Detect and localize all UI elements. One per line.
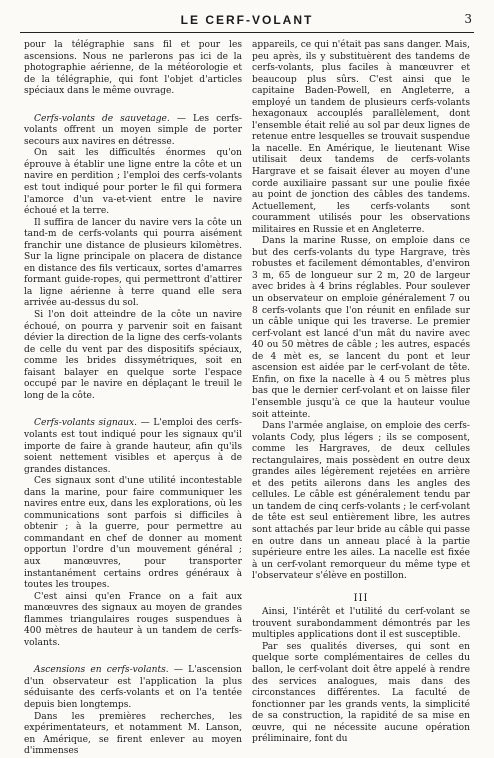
paragraph <box>24 418 242 476</box>
paragraph <box>24 114 242 149</box>
paragraph <box>24 712 242 758</box>
paragraph-rubric: Cerfs-volants signaux. <box>34 418 138 429</box>
paragraph-text: Si l'on doit atteindre de la côte un navire échoué, on pourra y parvenir soit en faisant dévier la direction de la ligne des cerfs-volants de celle du vent par des dispositifs spéciaux, comme les brides dissymétriques, soit en faisant balayer en quelque sorte l'espace occupé par le navire en déplaçant le treuil le long de la côte. <box>24 310 242 401</box>
paragraph-text: Par ses qualités diverses, qui sont en quelque sorte complémentaires de celles du ballon, le cerf-volant doit être appelé à rendre des services analogues, mais dans des circonstances différentes. La faculté de fonctionner par les grands vents, la simplicité de sa construction, la rapidité de sa mise en œuvre, qui ne nécessite aucune opération préliminaire, font du <box>252 641 470 745</box>
paragraph-text: C'est ainsi qu'en France on a fait aux manœuvres des signaux au moyen de grandes flammes triangulaires rouges suspendues à 400 mètres de hauteur à un tandem de cerfs-volants. <box>24 591 242 648</box>
page-header <box>20 10 474 33</box>
paragraph <box>252 421 470 583</box>
paragraph <box>252 607 470 642</box>
paragraph-text: Dans les premières recherches, les expérimentateurs, et notamment M. Lanson, en Amérique, se firent enlever au moyen d'immenses <box>24 711 242 757</box>
paragraph <box>24 476 242 591</box>
paragraph <box>24 218 242 310</box>
paragraph <box>24 310 242 402</box>
paragraph-text: Ces signaux sont d'une utilité incontestable dans la marine, pour faire communiquer les navires entre eux, dans les explorations, où les communications sont parfois si difficiles à obtenir ; à la guerre, pour permettre au commandant en chef de donner au moment opportun l'ordre d'un mouvement général ; aux manœuvres, pour transporter instantanément certains ordres généraux à toutes les troupes. <box>24 476 242 591</box>
paragraph-text: Dans la marine Russe, on emploie dans ce but des cerfs-volants du type Hargrave, très robustes et facilement démontables, d'environ 3 m, 65 de longueur sur 2 m, 20 de largeur avec brides à 4 brins réglables. Pour soulever un observateur on emploie généralement 7 ou 8 cerfs-volants que l'on réunit en enfilade sur un câble unique qui les traverse. Le premier cerf-volant est lancé d'un mât du navire avec 40 ou 50 mètres de câble ; les autres, espacés de 4 mèt es, se lancent du pont et leur ascension est aidée par le cerf-volant de tête. Enfin, on fixe la nacelle à 4 ou 5 mètres plus bas que le dernier cerf-volant et on laisse filer l'ensemble jusqu'à ce que la hauteur voulue soit atteinte. <box>252 236 470 420</box>
paragraph <box>252 236 470 421</box>
running-title: LE CERF-VOLANT <box>180 13 314 27</box>
paragraph <box>24 148 242 217</box>
paragraph <box>24 665 242 711</box>
paragraph-text: appareils, ce qui n'était pas sans danger. Mais, peu après, ils y substituèrent des tandems de cerfs-volants, plus faciles à manœuvrer et beaucoup plus sûrs. C'est ainsi que le capitaine Baden-Powell, en Angleterre, a employé un tandem de plusieurs cerfs-volants hexagonaux accouplés parallèlement, dont l'ensemble était relié au sol par deux lignes de retenue entre lesquelles se trouvait suspendue la nacelle. En Amérique, le lieutenant Wise utilisait deux tandems de cerfs-volants Hargrave et se faisait élever au moyen d'une corde auxiliaire passant sur une poulie fixée au point de jonction des câbles des tandems. Actuellement, les cerfs-volants sont couramment utilisés pour les observations militaires en Russie et en Angleterre. <box>252 40 470 235</box>
paragraph-text: On sait les difficultés énormes qu'on éprouve à établir une ligne entre la côte et un navire en perdition ; l'emploi des cerfs-volants est tout indiqué pour porter le fil qui formera l'amorce d'un va-et-vient entre le navire échoué et la terre. <box>24 148 242 217</box>
paragraph-text: Ainsi, l'intérêt et l'utilité du cerf-volant se trouvent surabondamment démontrés par les multiples applications dont il est susceptible. <box>252 607 470 641</box>
paragraph-text: Il suffira de lancer du navire vers la côte un tand-m de cerfs-volants qui pourra aisément franchir une distance de plusieurs kilomètres. Sur la ligne principale on placera de distance en distance des fils verticaux, sortes d'amarres formant guide-ropes, qui permettront d'attirer la ligne aérienne à terre quand elle sera arrivée au-dessus du sol. <box>24 217 242 309</box>
paragraph-text: — L'ascension d'un observateur est l'application la plus séduisante des cerfs-volants et on l'a tentée depuis bien longtemps. <box>24 665 242 710</box>
left-column <box>24 40 243 757</box>
paragraph <box>24 40 242 98</box>
paragraph <box>252 40 470 236</box>
paragraph-text: — Les cerfs-volants offrent un moyen simple de porter secours aux navires en détresse. <box>24 113 243 147</box>
paragraph-text: Dans l'armée anglaise, on emploie des cerfs-volants Cody, plus légers ; ils se composent, comme les Hargraves, de deux cellules rectangulaires, mais possèdent en outre deux grandes ailes légèrement rejetées en arrière et des petits ailerons dans les angles des cellules. Le câble est généralement tendu par un tandem de cinq cerfs-volants ; le cerf-volant de tête est seul entièrement libre, les autres sont attachés par leur bride au câble qui passe en outre dans un anneau placé à la partie supérieure entre les ailes. La nacelle est fixée à un cerf-volant remorqueur du même type et l'observateur s'élève en postillon. <box>252 421 470 582</box>
paragraph <box>24 592 242 650</box>
paragraph-rubric: Ascensions en cerfs-volants. <box>34 665 169 676</box>
page-number: 3 <box>464 12 472 26</box>
paragraph-text: pour la télégraphie sans fil et pour les ascensions. Nous ne parlerons pas ici de la photographie aérienne, de la météorologie et de la télégraphie, qui font l'objet d'articles spéciaux dans le même ouvrage. <box>24 40 242 97</box>
paragraph <box>252 642 470 746</box>
section-heading: III <box>353 592 369 604</box>
text-columns <box>24 40 470 757</box>
paragraph-rubric: Cerfs-volants de sauvetage. <box>34 113 170 124</box>
right-column <box>252 40 470 744</box>
paragraph-text: — L'emploi des cerfs-volants est tout indiqué pour les signaux qu'il importe de faire à grande hauteur, afin qu'ils soient nettement visibles et aperçus à de grandes distances. <box>24 418 242 475</box>
